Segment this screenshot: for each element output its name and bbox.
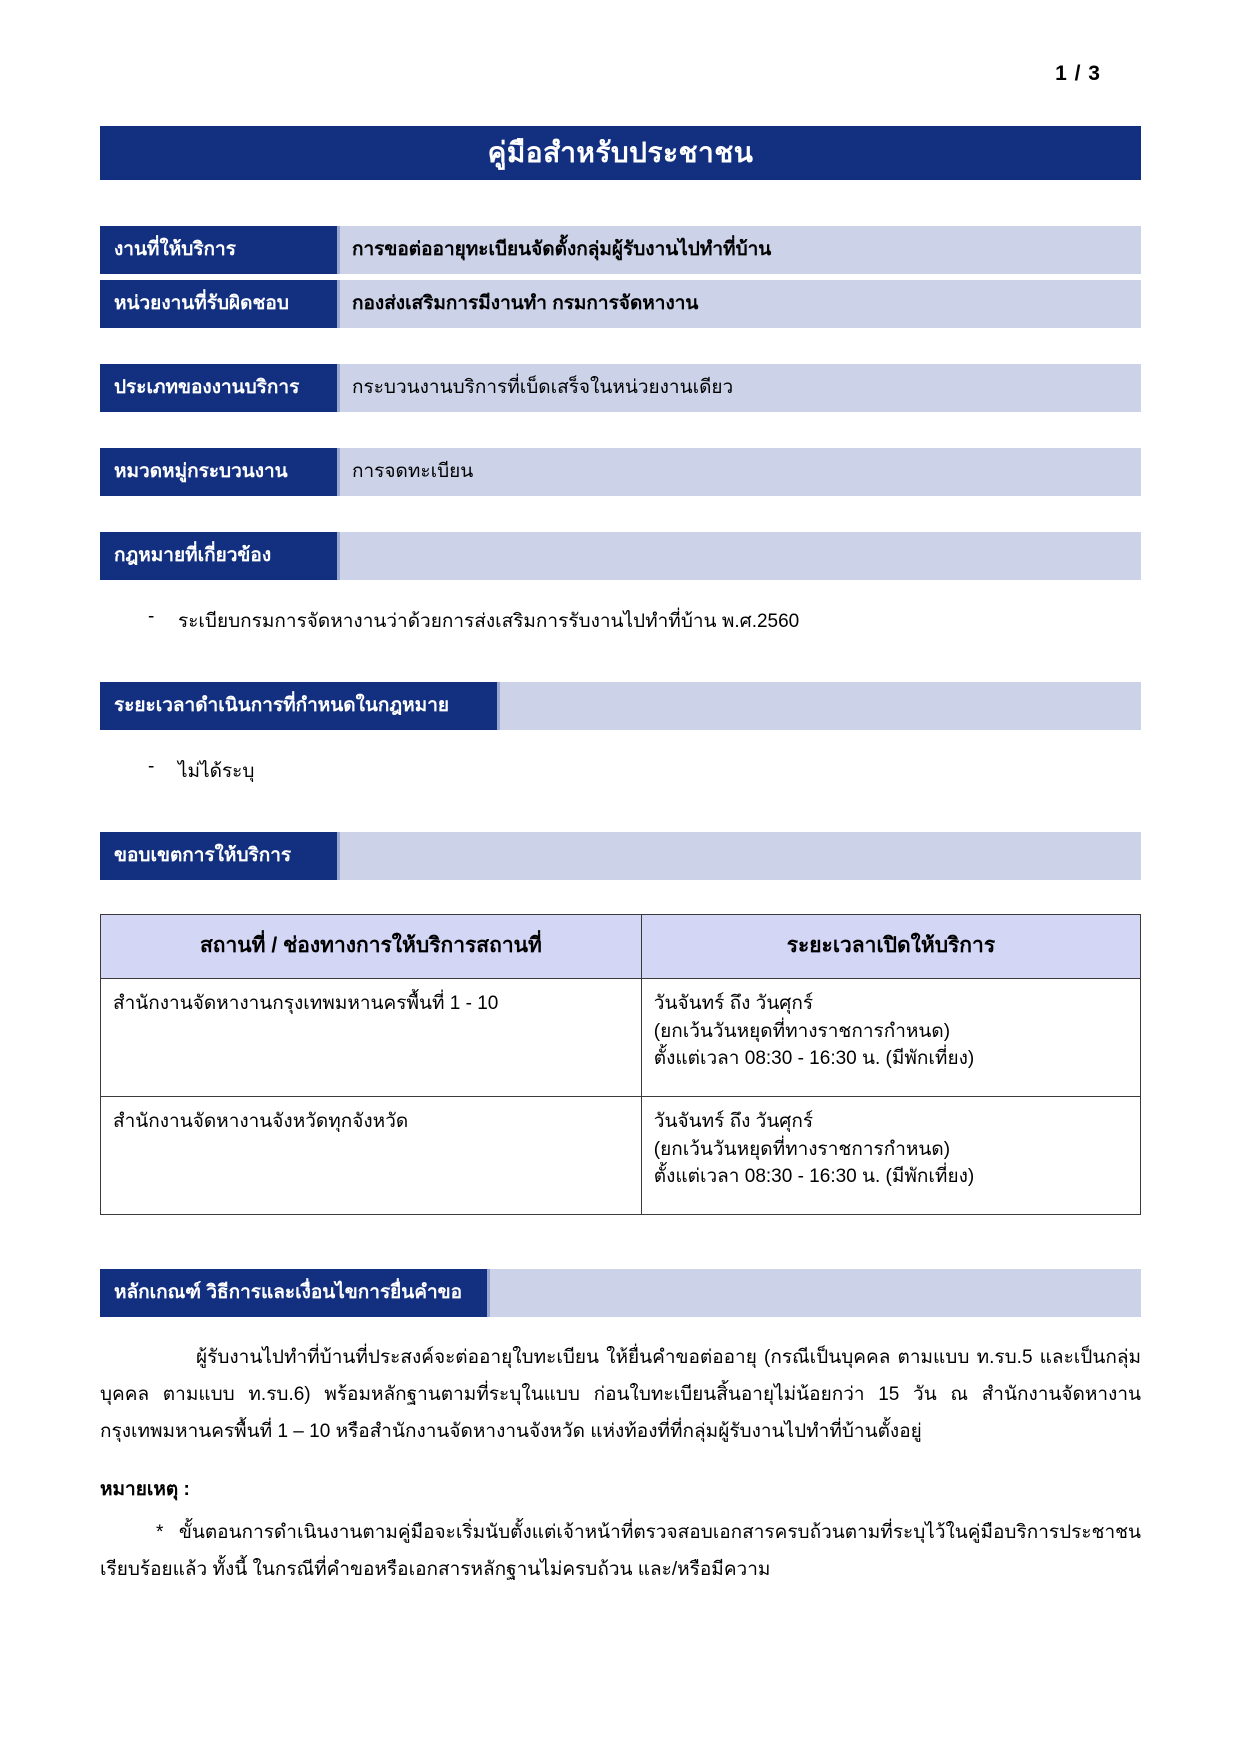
spacer [100,786,1141,832]
table-header-place: สถานที่ / ช่องทางการให้บริการสถานที่ [101,915,642,979]
spacer [100,412,1141,448]
field-value [340,532,1141,580]
field-row-service-type [100,364,1141,412]
service-locations-table [100,914,1141,1215]
time-line: วันจันทร์ ถึง วันศุกร์ [653,993,814,1014]
document-title-banner [100,126,1141,180]
law-bullet-item [100,606,1141,636]
field-label: หลักเกณฑ์ วิธีการและเงื่อนไขการยื่นคำขอ [100,1269,490,1317]
note-paragraph [100,1514,1141,1588]
table-row [101,979,1141,1097]
field-value [500,682,1141,730]
field-label: ขอบเขตการให้บริการ [100,832,340,880]
criteria-paragraph [100,1339,1141,1450]
field-label: หน่วยงานที่รับผิดชอบ [100,280,340,328]
spacer [100,636,1141,682]
note-star: * [156,1522,164,1544]
field-row-service-scope [100,832,1141,880]
time-line: วันจันทร์ ถึง วันศุกร์ [653,1111,814,1132]
field-row-application-criteria [100,1269,1141,1317]
table-row [101,1097,1141,1215]
field-row-service-name [100,226,1141,274]
table-cell-time [641,979,1140,1097]
field-value [490,1269,1141,1317]
time-line: ตั้งแต่เวลา 08:30 - 16:30 น. (มีพักเที่ยง) [653,1166,975,1188]
table-header-row [101,915,1141,979]
field-value: การจดทะเบียน [340,448,1141,496]
table-cell-place [101,979,642,1097]
table-header-time: ระยะเวลาเปิดให้บริการ [641,915,1140,979]
time-line: ตั้งแต่เวลา 08:30 - 16:30 น. (มีพักเที่ยง) [653,1048,975,1070]
field-label: กฎหมายที่เกี่ยวข้อง [100,532,340,580]
time-line: (ยกเว้นวันหยุดที่ทางราชการกำหนด) [653,1020,951,1042]
field-label: ประเภทของงานบริการ [100,364,340,412]
field-label: หมวดหมู่กระบวนงาน [100,448,340,496]
spacer [100,1215,1141,1269]
spacer [100,496,1141,532]
note-title: หมายเหตุ : [100,1479,190,1501]
note-paragraph-text: ขั้นตอนการดำเนินงานตามคู่มือจะเริ่มนับตั้งแต่เจ้าหน้าที่ตรวจสอบเอกสารครบถ้วนตามที่ระบุไว้ในคู่มือบริการประชาชนเรียบร้อยแล้ว ทั้งนี้ ในกรณีที่คำขอหรือเอกสารหลักฐานไม่ครบถ้วน และ/หรือมีความ [100,1522,1141,1581]
field-row-legal-duration [100,682,1141,730]
table-cell-place [101,1097,642,1215]
bullet-text: ไม่ได้ระบุ [178,761,255,782]
spacer [100,328,1141,364]
page-number: 1 / 3 [1055,62,1101,85]
bullet-text: ระเบียบกรมการจัดหางานว่าด้วยการส่งเสริมการรับงานไปทำที่บ้าน พ.ศ.2560 [178,611,800,632]
field-row-process-category [100,448,1141,496]
field-label: งานที่ให้บริการ [100,226,340,274]
field-value [340,832,1141,880]
field-row-related-law [100,532,1141,580]
criteria-paragraph-text: ผู้รับงานไปทำที่บ้านที่ประสงค์จะต่ออายุใบทะเบียน ให้ยื่นคำขอต่ออายุ (กรณีเป็นบุคคล ตามแบบ ท.รบ.5 และเป็นกลุ่มบุคคล ตามแบบ ท.รบ.6) พร้อมหลักฐานตามที่ระบุในแบบ ก่อนใบทะเบียนสิ้นอายุไม่น้อยกว่า 15 วัน ณ สำนักงานจัดหางานกรุงเทพมหานครพื้นที่ 1 – 10 หรือสำนักงานจัดหางานจังหวัด แห่งท้องที่ที่กลุ่มผู้รับงานไปทำที่บ้านตั้งอยู่ [100,1347,1141,1443]
spacer [100,180,1141,226]
place-text: สำนักงานจัดหางานกรุงเทพมหานครพื้นที่ 1 - 10 [113,993,499,1014]
field-value: กระบวนงานบริการที่เบ็ดเสร็จในหน่วยงานเดียว [340,364,1141,412]
duration-bullet-item [100,756,1141,786]
place-text: สำนักงานจัดหางานจังหวัดทุกจังหวัด [113,1111,409,1132]
time-line: (ยกเว้นวันหยุดที่ทางราชการกำหนด) [653,1138,951,1160]
field-row-responsible-unit [100,280,1141,328]
table-cell-time [641,1097,1140,1215]
field-value: กองส่งเสริมการมีงานทำ กรมการจัดหางาน [340,280,1141,328]
bullet-dash: - [148,606,155,627]
field-value: การขอต่ออายุทะเบียนจัดตั้งกลุ่มผู้รับงานไปทำที่บ้าน [340,226,1141,274]
page-title: คู่มือสำหรับประชาชน [487,137,754,168]
field-label: ระยะเวลาดำเนินการที่กำหนดในกฎหมาย [100,682,500,730]
bullet-dash: - [148,756,155,777]
